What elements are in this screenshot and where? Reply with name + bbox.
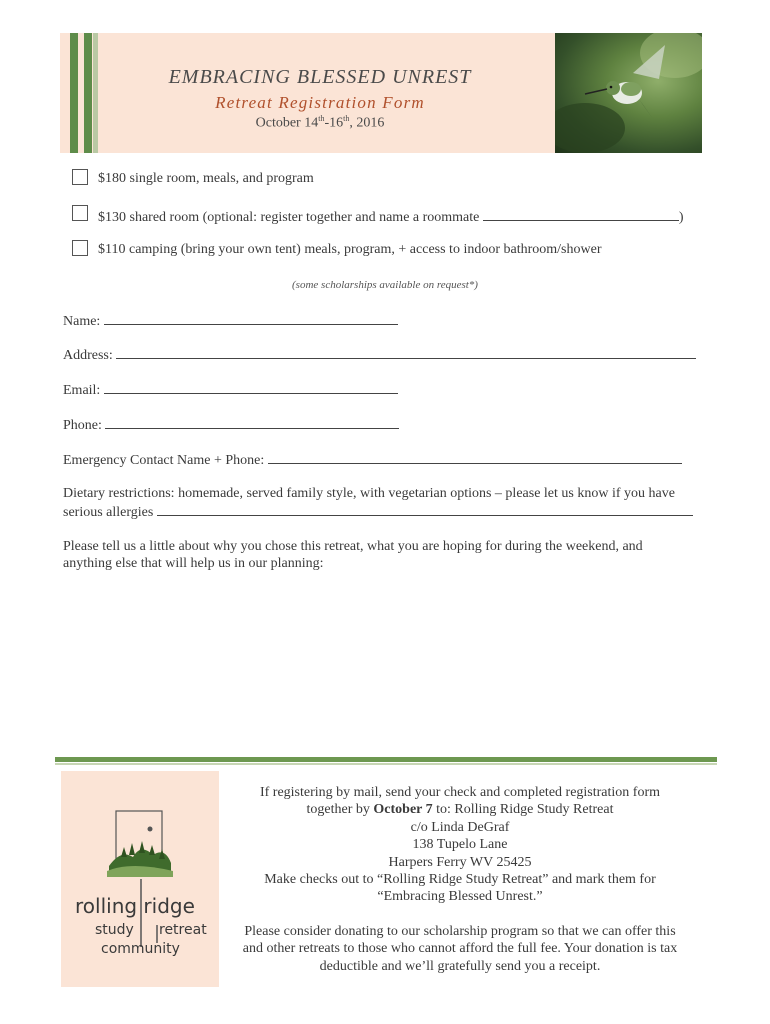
mail-line: Make checks out to “Rolling Ridge Study Retreat” and mark them for xyxy=(264,872,656,888)
header-stripe xyxy=(84,33,92,153)
phone-input[interactable] xyxy=(105,415,399,429)
phone-label: Phone: xyxy=(63,418,102,433)
emergency-label: Emergency Contact Name + Phone: xyxy=(63,453,265,468)
option-close: ) xyxy=(678,210,684,225)
single-room-checkbox[interactable] xyxy=(72,169,88,185)
address-input[interactable] xyxy=(116,345,696,359)
dietary-text: Dietary restrictions: homemade, served family style, with vegetarian options – please let us know if you have xyxy=(63,486,675,501)
donation-line: deductible and we’ll gratefully send you a receipt. xyxy=(319,958,601,974)
rolling-ridge-logo xyxy=(61,771,219,987)
mail-line: together by October 7 to: Rolling Ridge Study Retreat xyxy=(306,802,614,818)
option-label: $110 camping (bring your own tent) meals, program, + access to indoor bathroom/shower xyxy=(98,242,602,257)
camping-checkbox[interactable] xyxy=(72,240,88,256)
email-input[interactable] xyxy=(104,380,398,394)
donation-line: Please consider donating to our scholarship program so that we can offer this xyxy=(244,923,676,939)
emergency-contact-field xyxy=(63,450,682,469)
deadline-date: October 7 xyxy=(373,802,433,818)
address-label: Address: xyxy=(63,348,113,363)
mail-line: “Embracing Blessed Unrest.” xyxy=(377,889,543,905)
option-label: $130 shared room (optional: register together and name a roommate xyxy=(98,210,480,225)
option-label: $180 single room, meals, and program xyxy=(98,171,314,186)
name-input[interactable] xyxy=(104,311,398,325)
donation-line: and other retreats to those who cannot afford the full fee. Your donation is tax xyxy=(242,941,678,957)
name-label: Name: xyxy=(63,314,101,329)
mail-line: 138 Tupelo Lane xyxy=(412,837,508,853)
header-stripe xyxy=(70,33,78,153)
question-text-2: anything else that will help us in our planning: xyxy=(63,556,324,571)
event-date: October 14th-16th, 2016 xyxy=(255,114,385,131)
mail-line: c/o Linda DeGraf xyxy=(410,819,510,835)
mail-line: If registering by mail, send your check and completed registration form xyxy=(259,785,661,800)
page-title: EMBRACING BLESSED UNREST xyxy=(168,66,472,88)
address-field xyxy=(63,345,696,364)
question-text: Please tell us a little about why you chose this retreat, what you are hoping for during the weekend, and xyxy=(63,539,643,554)
dietary-input[interactable] xyxy=(157,502,693,516)
roommate-input[interactable] xyxy=(483,207,679,221)
mail-line: Harpers Ferry WV 25425 xyxy=(388,854,532,870)
email-label: Email: xyxy=(63,383,101,398)
page-subtitle: Retreat Registration Form xyxy=(215,93,425,112)
dietary-text-2: serious allergies xyxy=(63,505,154,520)
emergency-input[interactable] xyxy=(268,450,682,464)
header-stripe xyxy=(93,33,98,153)
logo-text-2a: study xyxy=(95,922,134,938)
mailing-instructions xyxy=(225,784,695,975)
section-divider-shadow xyxy=(55,763,717,765)
logo-text-3: community xyxy=(101,941,180,957)
phone-field xyxy=(63,415,399,434)
hummingbird-photo xyxy=(555,33,702,153)
shared-room-checkbox[interactable] xyxy=(72,205,88,221)
email-field xyxy=(63,380,398,399)
scholarship-note: (some scholarships available on request*) xyxy=(292,279,478,291)
logo-text-2b: retreat xyxy=(159,922,207,938)
retreat-question xyxy=(63,538,713,572)
logo-text-1: rolling ridge xyxy=(75,894,195,918)
section-divider xyxy=(55,757,717,762)
name-field xyxy=(63,311,398,330)
dietary-restrictions xyxy=(63,485,713,521)
